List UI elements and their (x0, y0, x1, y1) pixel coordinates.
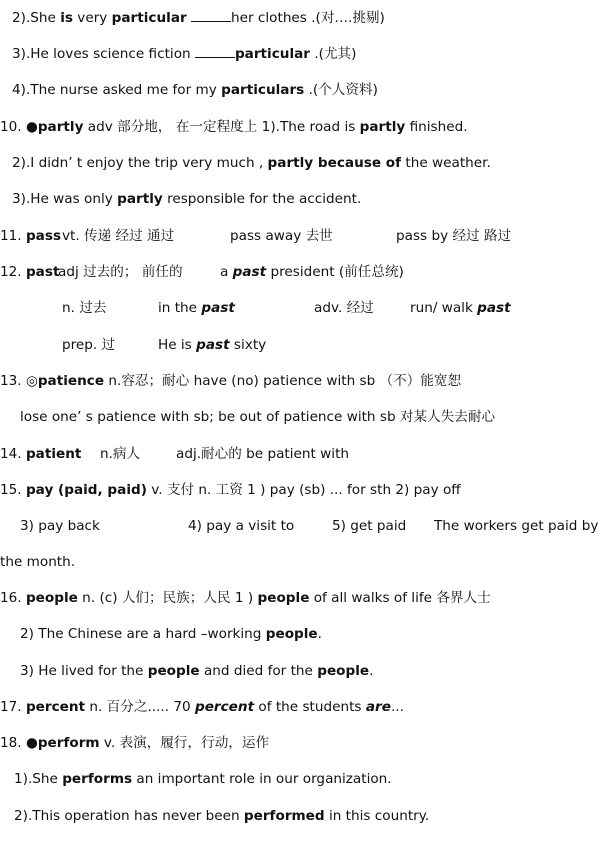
text-fragment: finished. (405, 119, 468, 135)
emphasized-term: partly (117, 191, 163, 207)
text-fragment: responsible for the accident. (162, 191, 362, 207)
emphasized-term: particulars (221, 82, 305, 98)
text-fragment: . (317, 626, 322, 642)
emphasized-term: patient (25, 446, 82, 462)
text-run (58, 263, 183, 281)
text-fragment: president (前任总统) (266, 264, 404, 280)
text-run (0, 445, 81, 463)
emphasized-term: people (257, 590, 310, 606)
text-fragment: an important role in our organization. (132, 771, 392, 787)
text-fragment: in the (158, 300, 202, 316)
text-fragment: of the students (254, 699, 366, 715)
text-fragment: very (72, 10, 112, 26)
text-fragment: v. 支付 n. 工资 1 ) pay (sb) ... for sth 2) pay off (146, 482, 461, 498)
text-run (396, 227, 511, 245)
text-fragment: pass by 经过 路过 (396, 228, 512, 244)
emphasized-term: partly (359, 119, 406, 135)
emphasized-term: people (265, 626, 318, 642)
text-fragment: . (369, 663, 374, 679)
text-fragment: 3).He loves science fiction (12, 46, 195, 62)
emphasized-term: are (365, 699, 391, 715)
text-run (0, 481, 461, 499)
text-fragment: n. 百分之..... 70 (85, 699, 195, 715)
text-run (0, 118, 468, 136)
text-fragment: adv 部分地， 在一定程度上 1).The road is (83, 119, 360, 135)
text-fragment: in this country. (324, 808, 430, 824)
text-run (332, 517, 406, 535)
text-fragment: lose one’ s patience with sb; be out of patience with sb 对某人失去耐心 (20, 409, 496, 425)
text-run (0, 263, 59, 281)
text-run (62, 336, 115, 354)
emphasized-term: people (317, 663, 370, 679)
emphasized-term: past (196, 337, 230, 353)
text-run (314, 299, 374, 317)
text-fragment: prep. 过 (62, 337, 116, 353)
emphasized-term: performs (62, 771, 133, 787)
text-fragment: 2) The Chinese are a hard –working (20, 626, 266, 642)
text-run (0, 698, 404, 716)
text-fragment: 1).She (14, 771, 63, 787)
text-fragment: 14. (0, 446, 26, 462)
text-run (20, 662, 373, 680)
text-run (0, 589, 491, 607)
text-fragment: 17. (0, 699, 26, 715)
text-run (12, 9, 385, 27)
emphasized-term: past (477, 300, 511, 316)
text-fragment: adj.耐心的 be patient with (176, 446, 350, 462)
emphasized-term: past (232, 264, 267, 280)
text-fragment: pass away 去世 (230, 228, 333, 244)
text-run (434, 517, 598, 535)
text-run (12, 190, 361, 208)
text-run (62, 227, 174, 245)
text-fragment: 2).This operation has never been (14, 808, 244, 824)
text-fragment: 11. (0, 228, 26, 244)
emphasized-term: performed (243, 808, 325, 824)
text-run (0, 372, 461, 390)
text-run (0, 734, 269, 752)
text-fragment: 3).He was only (12, 191, 118, 207)
text-fragment: 18. (0, 735, 26, 751)
emphasized-term: particular (234, 46, 310, 62)
text-fragment: 4).The nurse asked me for my (12, 82, 222, 98)
emphasized-term: patience (37, 373, 105, 389)
text-run (12, 45, 356, 63)
text-fragment: 3) He lived for the (20, 663, 148, 679)
emphasized-term: percent (194, 699, 255, 715)
text-fragment: .(个人资料) (304, 82, 378, 98)
emphasized-term: is (60, 10, 73, 26)
text-fragment: n.容忍；耐心 have (no) patience with sb （不）能宽恕 (104, 373, 462, 389)
text-fragment: n.病人 (100, 446, 141, 462)
text-run (12, 154, 491, 172)
emphasized-term: ●perform (25, 735, 100, 751)
text-fragment: 13. ◎ (0, 373, 38, 389)
text-run (158, 336, 266, 354)
text-run (14, 770, 392, 788)
text-fragment: run/ walk (410, 300, 478, 316)
text-run (20, 625, 322, 643)
fill-in-blank (195, 45, 235, 58)
text-fragment: 4) pay a visit to (188, 518, 295, 534)
text-fragment: ... (390, 699, 404, 715)
text-fragment: the weather. (401, 155, 491, 171)
text-run (20, 408, 495, 426)
text-fragment: a (220, 264, 233, 280)
text-fragment: 3) pay back (20, 518, 100, 534)
text-fragment: 16. (0, 590, 26, 606)
text-run (188, 517, 294, 535)
text-fragment: He is (158, 337, 197, 353)
text-run (158, 299, 235, 317)
text-run (62, 299, 106, 317)
emphasized-term: past (201, 300, 235, 316)
emphasized-term: partly because of (267, 155, 402, 171)
fill-in-blank (191, 9, 231, 22)
text-run (230, 227, 333, 245)
text-fragment: 2).She (12, 10, 61, 26)
text-fragment: adv. 经过 (314, 300, 374, 316)
text-run (176, 445, 349, 463)
emphasized-term: people (25, 590, 78, 606)
emphasized-term: particular (111, 10, 187, 26)
emphasized-term: pay (paid, paid) (25, 482, 147, 498)
emphasized-term: people (147, 663, 200, 679)
text-run (410, 299, 511, 317)
text-fragment: n. 过去 (62, 300, 107, 316)
text-run (0, 227, 61, 245)
text-run (12, 81, 378, 99)
text-run (20, 517, 100, 535)
text-fragment: .(尤其) (310, 46, 357, 62)
text-run (0, 553, 75, 571)
text-fragment: the month. (0, 554, 76, 570)
emphasized-term: pass (25, 228, 62, 244)
text-fragment: The workers get paid by (434, 518, 599, 534)
emphasized-term: ●partly (25, 119, 84, 135)
text-fragment: 10. (0, 119, 26, 135)
text-fragment: 5) get paid (332, 518, 407, 534)
text-fragment: vt. 传递 经过 通过 (62, 228, 175, 244)
text-fragment: adj 过去的； 前任的 (58, 264, 183, 280)
text-run (100, 445, 140, 463)
text-fragment: 12. (0, 264, 26, 280)
text-fragment: 2).I didn’ t enjoy the trip very much , (12, 155, 268, 171)
text-fragment: and died for the (199, 663, 318, 679)
text-fragment: her clothes .(对….挑剔) (231, 10, 385, 26)
emphasized-term: past (25, 264, 60, 280)
text-fragment: n. (c) 人们；民族；人民 1 ) (77, 590, 258, 606)
text-fragment: of all walks of life 各界人士 (309, 590, 491, 606)
text-fragment: v. 表演，履行，行动，运作 (99, 735, 270, 751)
emphasized-term: percent (25, 699, 86, 715)
text-run (220, 263, 404, 281)
text-run (14, 807, 429, 825)
text-fragment: 15. (0, 482, 26, 498)
text-fragment: sixty (229, 337, 267, 353)
